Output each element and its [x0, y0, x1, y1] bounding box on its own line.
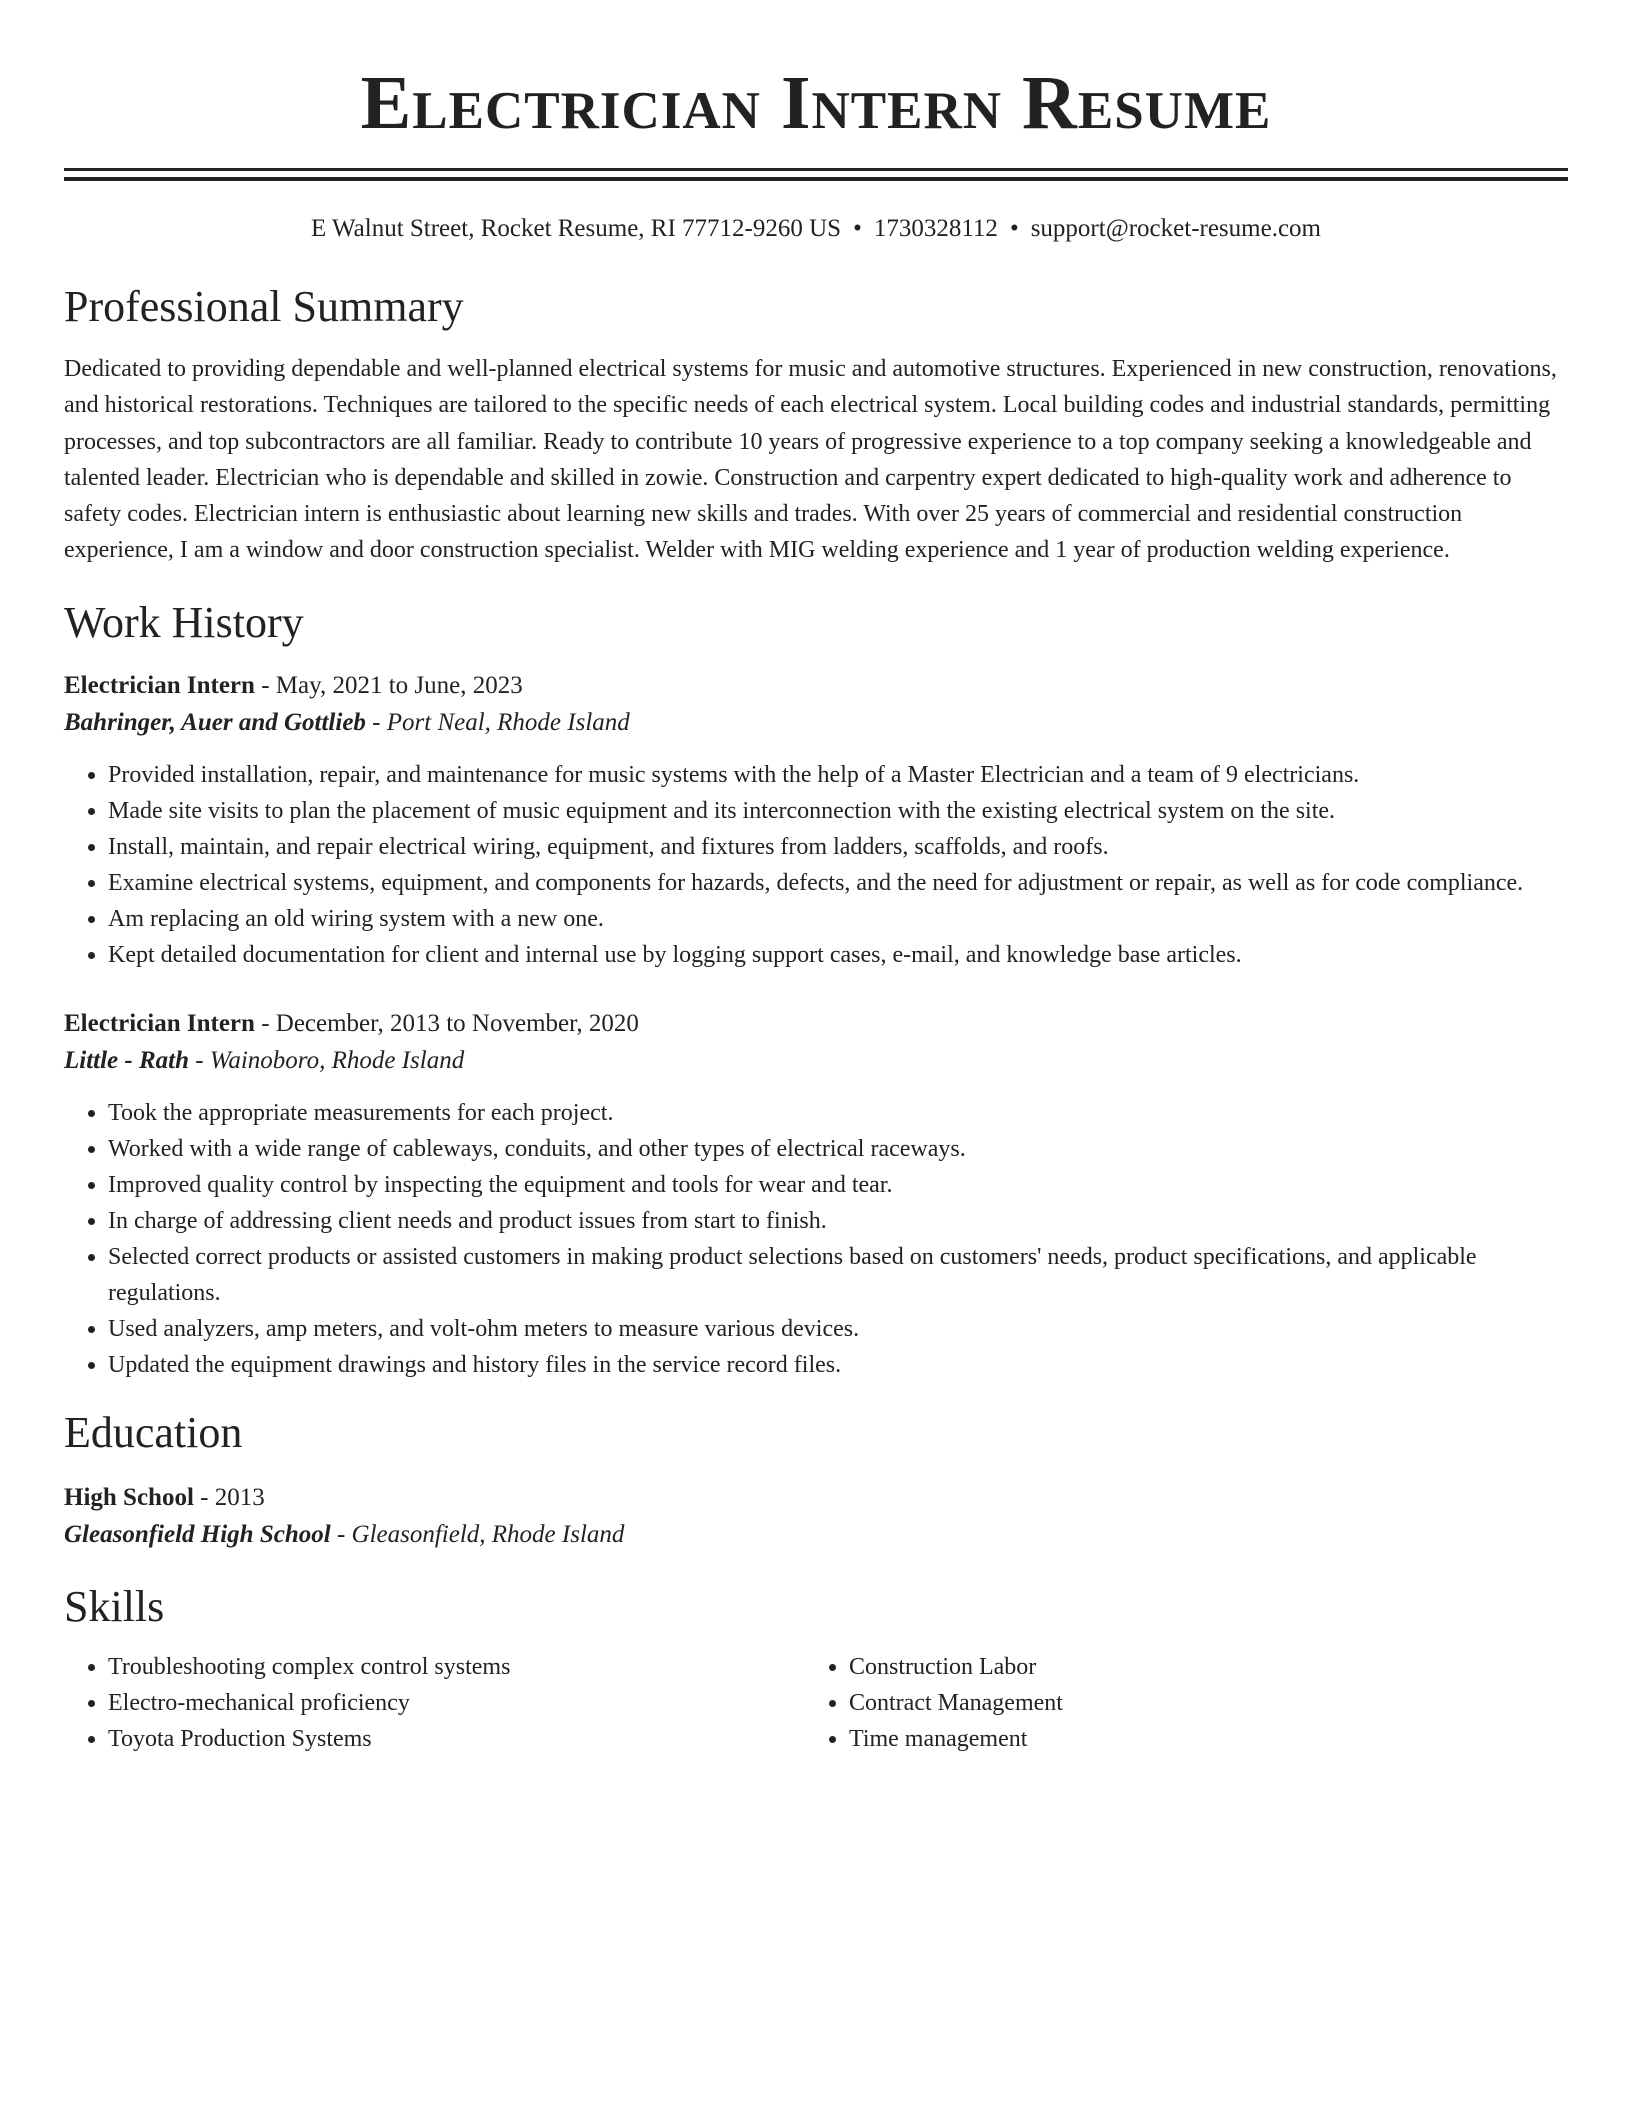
skill-item: • Electro-mechanical proficiency — [108, 1685, 805, 1721]
school-location: - Gleasonfield, Rhode Island — [330, 1520, 625, 1548]
skills-column-right — [805, 1649, 1546, 1757]
contact-info — [64, 213, 1568, 245]
contact-separator: • — [1009, 215, 1019, 242]
job-dates: - May, 2021 to June, 2023 — [254, 671, 523, 699]
skill-item: • Construction Labor — [849, 1649, 1546, 1685]
contact-separator: • — [853, 215, 862, 242]
degree-line — [64, 1479, 1568, 1516]
title-divider-top — [64, 168, 1568, 171]
job-bullet: • Provided installation, repair, and maintenance for music systems with the help of a Master Electrician and a team of 9 electricians. — [108, 757, 1568, 793]
skills-grid — [64, 1649, 1568, 1757]
job-bullet: • Install, maintain, and repair electrical wiring, equipment, and fixtures from ladders, scaffolds, and roofs. — [108, 829, 1568, 865]
company-name: Little - Rath — [64, 1046, 189, 1074]
company-name: Bahringer, Auer and Gottlieb — [64, 708, 366, 736]
job-entry — [64, 667, 1568, 973]
job-bullet: • Used analyzers, amp meters, and volt-ohm meters to measure various devices. — [108, 1311, 1568, 1347]
job-title-line — [64, 1005, 1568, 1042]
education-entry — [64, 1479, 1568, 1553]
education-heading: Education — [64, 1407, 243, 1457]
title-divider-bottom — [64, 177, 1568, 181]
summary-heading: Professional Summary — [64, 282, 464, 331]
skill-item: • Toyota Production Systems — [108, 1721, 805, 1757]
school-line — [64, 1516, 1568, 1553]
contact-phone: 1730328112 — [873, 215, 998, 242]
job-dates: - December, 2013 to November, 2020 — [254, 1009, 639, 1037]
school-name: Gleasonfield High School — [64, 1520, 331, 1548]
job-title-line — [64, 667, 1568, 704]
job-bullet: • Worked with a wide range of cableways, conduits, and other types of electrical raceways. — [108, 1131, 1568, 1167]
job-bullet: • Made site visits to plan the placement of music equipment and its interconnection with the existing electrical system on the site. — [108, 793, 1568, 829]
job-bullets — [64, 757, 1568, 973]
contact-email: support@rocket-resume.com — [1030, 215, 1321, 242]
company-location: - Wainoboro, Rhode Island — [189, 1046, 465, 1074]
skill-item: • Troubleshooting complex control systems — [108, 1649, 805, 1685]
job-bullet: • Examine electrical systems, equipment, and components for hazards, defects, and the need for adjustment or repair, as well as for code compliance. — [108, 865, 1568, 901]
degree: High School — [64, 1483, 194, 1511]
job-bullet: • Kept detailed documentation for client and internal use by logging support cases, e-mail, and knowledge base articles. — [108, 937, 1568, 973]
work-history-heading: Work History — [64, 597, 304, 647]
job-title: Electrician Intern — [64, 1009, 255, 1037]
job-bullet: • In charge of addressing client needs and product issues from start to finish. — [108, 1203, 1568, 1239]
company-location: - Port Neal, Rhode Island — [365, 708, 630, 736]
job-bullet: • Selected correct products or assisted customers in making product selections based on customers' needs, product specifications, and applicable regulations. — [108, 1239, 1568, 1311]
skills-heading: Skills — [64, 1581, 165, 1631]
graduation-year: - 2013 — [193, 1483, 265, 1511]
job-title: Electrician Intern — [64, 671, 255, 699]
skills-column-left — [64, 1649, 805, 1757]
job-bullet: • Improved quality control by inspecting the equipment and tools for wear and tear. — [108, 1167, 1568, 1203]
job-bullet: • Am replacing an old wiring system with a new one. — [108, 901, 1568, 937]
resume-title: Electrician Intern Resume — [360, 61, 1272, 145]
skill-item: • Time management — [849, 1721, 1546, 1757]
company-line — [64, 704, 1568, 741]
skill-item: • Contract Management — [849, 1685, 1546, 1721]
job-entry — [64, 1005, 1568, 1383]
contact-address: E Walnut Street, Rocket Resume, RI 77712-9260 US — [310, 215, 842, 242]
job-bullet: • Took the appropriate measurements for each project. — [108, 1095, 1568, 1131]
summary-text: Dedicated to providing dependable and well-planned electrical systems for music and automotive structures. Experienced in new construction, renovations, and historical restorations. Techniques are tailored to the specific needs of each electrical system. Local building codes and industrial standards, permitting processes, and top subcontractors are all familiar. Ready to contribute 10 years of progressive experience to a top company seeking a knowledgeable and talented leader. Electrician who is dependable and skilled in zowie. Construction and carpentry expert dedicated to high-quality work and adherence to safety codes. Electrician intern is enthusiastic about learning new skills and trades. With over 25 years of commercial and residential construction experience, I am a window and door construction specialist. Welder with MIG welding experience and 1 year of production welding experience. — [64, 356, 1557, 564]
job-bullet: • Updated the equipment drawings and history files in the service record files. — [108, 1347, 1568, 1383]
job-bullets — [64, 1095, 1568, 1383]
company-line — [64, 1042, 1568, 1079]
